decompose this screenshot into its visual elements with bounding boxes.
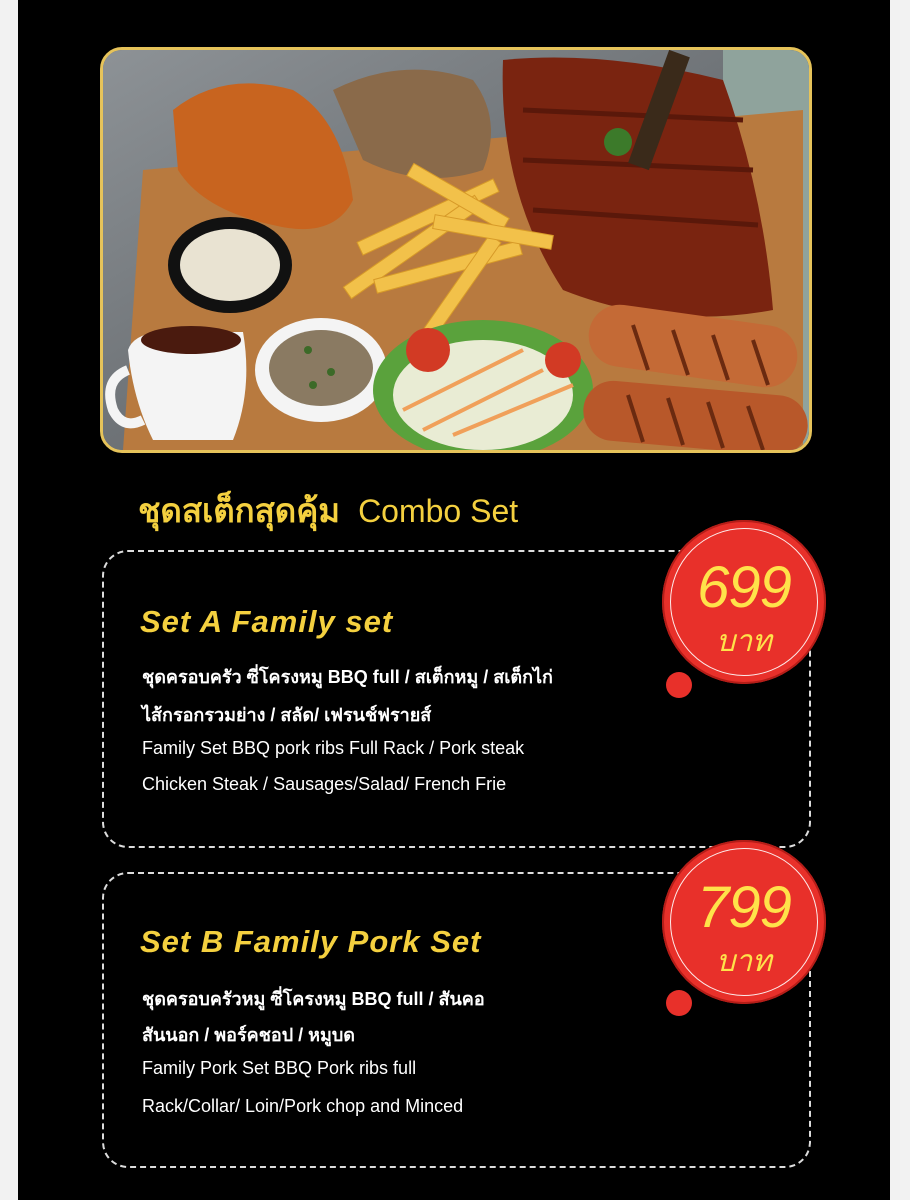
set-b-price-badge bbox=[662, 840, 826, 1004]
set-a-english-line-1: Family Set BBQ pork ribs Full Rack / Pork steak bbox=[142, 738, 525, 758]
set-a-decor-dot bbox=[666, 672, 692, 698]
set-a-currency: บาท bbox=[716, 625, 772, 658]
set-a-price: 699 bbox=[697, 555, 791, 620]
set-b-english-line-2: Rack/Collar/ Loin/Pork chop and Minced bbox=[142, 1096, 464, 1116]
food-illustration bbox=[103, 50, 809, 450]
section-title bbox=[138, 484, 518, 532]
set-a-thai-line-1: ชุดครอบครัว ซี่โครงหมู BBQ full / สเต็กหมู / สเต็กไก่ bbox=[142, 667, 553, 687]
set-b-thai-line-1: ชุดครอบครัวหมู ซี่โครงหมู BBQ full / สันคอ bbox=[142, 989, 485, 1009]
set-b-english-line-1: Family Pork Set BBQ Pork ribs full bbox=[142, 1058, 417, 1078]
set-a-thai-line-2: ไส้กรอกรวมย่าง / สลัด/ เฟรนช์ฟรายส์ bbox=[142, 705, 432, 725]
set-a-price-badge bbox=[662, 520, 826, 684]
set-b-currency: บาท bbox=[716, 945, 772, 978]
section-title-english: Combo Set bbox=[358, 493, 519, 529]
set-b-price: 799 bbox=[697, 875, 791, 940]
section-title-thai: ชุดสเต็กสุดคุ้ม bbox=[138, 492, 341, 529]
set-b-decor-dot bbox=[666, 990, 692, 1016]
set-a-title: Set A Family set bbox=[140, 604, 394, 639]
menu-page bbox=[18, 0, 890, 1200]
combo-food-photo bbox=[100, 47, 812, 453]
set-b-title: Set B Family Pork Set bbox=[140, 924, 482, 959]
set-a-english-line-2: Chicken Steak / Sausages/Salad/ French Frie bbox=[142, 774, 507, 794]
set-b-thai-line-2: สันนอก / พอร์คชอป / หมูบด bbox=[142, 1025, 355, 1045]
